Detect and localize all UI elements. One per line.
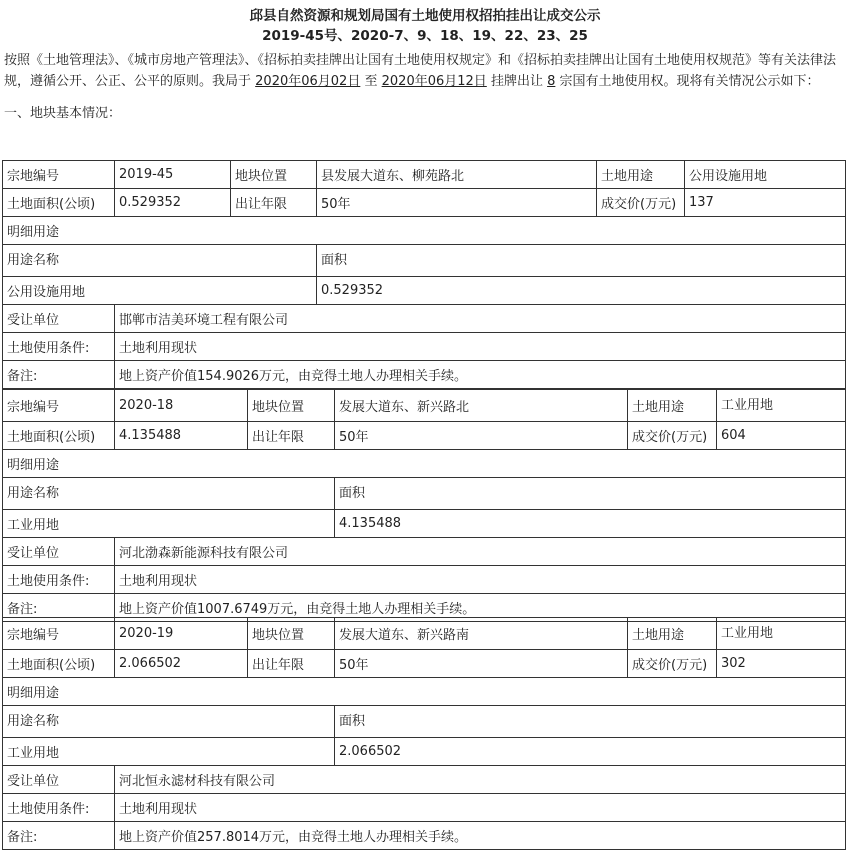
- term-value: 50年: [335, 650, 628, 678]
- location-label: 地块位置: [248, 390, 335, 422]
- table-row: [3, 538, 846, 566]
- parcel-table: [2, 617, 846, 850]
- detail-use-name: 工业用地: [3, 510, 335, 538]
- parcel-count: 8: [547, 74, 556, 89]
- table-row: [3, 189, 846, 217]
- conditions-value: 土地利用现状: [115, 566, 846, 594]
- detail-use-area: 4.135488: [335, 510, 846, 538]
- detail-use-label: 明细用途: [3, 217, 846, 245]
- use-label: 土地用途: [628, 390, 717, 422]
- price-label: 成交价(万元): [597, 189, 685, 217]
- conditions-value: 土地利用现状: [115, 333, 846, 361]
- term-label: 出让年限: [231, 189, 317, 217]
- conditions-label: 土地使用条件:: [3, 794, 115, 822]
- use-value: 工业用地: [717, 618, 846, 650]
- table-row: [3, 738, 846, 766]
- table-row: [3, 794, 846, 822]
- use-value: 公用设施用地: [685, 161, 846, 189]
- table-row: [3, 361, 846, 389]
- price-value: 604: [717, 422, 846, 450]
- detail-use-name: 公用设施用地: [3, 277, 317, 305]
- use-value: 工业用地: [717, 390, 846, 422]
- term-value: 50年: [317, 189, 597, 217]
- conditions-label: 土地使用条件:: [3, 566, 115, 594]
- table-row: [3, 305, 846, 333]
- parcel-table: [2, 160, 846, 389]
- assignee-value: 河北恒永滤材科技有限公司: [115, 766, 846, 794]
- location-label: 地块位置: [248, 618, 335, 650]
- location-value: 发展大道东、新兴路北: [335, 390, 628, 422]
- parcel-no-value: 2020-19: [115, 618, 248, 650]
- assignee-label: 受让单位: [3, 538, 115, 566]
- use-label: 土地用途: [597, 161, 685, 189]
- intro-paragraph: [4, 50, 844, 92]
- table-row: [3, 422, 846, 450]
- table-row: [3, 766, 846, 794]
- remark-label: 备注:: [3, 361, 115, 389]
- parcel-table: [2, 389, 846, 622]
- intro-text-4: 挂牌出让: [490, 74, 543, 89]
- remark-value: 地上资产价值154.9026万元，由竞得土地人办理相关手续。: [115, 361, 846, 389]
- table-row: [3, 510, 846, 538]
- assignee-value: 邯郸市洁美环境工程有限公司: [115, 305, 846, 333]
- parcel-no-value: 2020-18: [115, 390, 248, 422]
- remark-value: 地上资产价值257.8014万元，由竞得土地人办理相关手续。: [115, 822, 846, 850]
- conditions-label: 土地使用条件:: [3, 333, 115, 361]
- remark-value: 地上资产价值1007.6749万元，由竞得土地人办理相关手续。: [115, 594, 846, 622]
- intro-text-2: 等有关法律法规，遵循公开、公正、公平的原则。我局于: [4, 53, 837, 89]
- start-date: 2020年06月02日: [255, 74, 361, 89]
- detail-use-label: 明细用途: [3, 678, 846, 706]
- table-row: [3, 277, 846, 305]
- parcel-no-label: 宗地编号: [3, 390, 115, 422]
- table-row: [3, 706, 846, 738]
- table-row: [3, 450, 846, 478]
- price-value: 137: [685, 189, 846, 217]
- table-row: [3, 161, 846, 189]
- parcel-no-label: 宗地编号: [3, 161, 115, 189]
- table-row: [3, 390, 846, 422]
- location-label: 地块位置: [231, 161, 317, 189]
- term-label: 出让年限: [248, 422, 335, 450]
- table-row: [3, 678, 846, 706]
- price-label: 成交价(万元): [628, 422, 717, 450]
- section-heading: 一、地块基本情况：: [4, 106, 122, 121]
- price-value: 302: [717, 650, 846, 678]
- detail-use-label: 明细用途: [3, 450, 846, 478]
- end-date: 2020年06月12日: [381, 74, 487, 89]
- area-label: 土地面积(公顷): [3, 650, 115, 678]
- assignee-label: 受让单位: [3, 766, 115, 794]
- area-header: 面积: [335, 706, 846, 738]
- assignee-value: 河北渤森新能源科技有限公司: [115, 538, 846, 566]
- area-label: 土地面积(公顷): [3, 422, 115, 450]
- page-title: 邱县自然资源和规划局国有土地使用权招拍挂出让成交公示: [249, 8, 601, 24]
- table-row: [3, 822, 846, 850]
- parcel-no-label: 宗地编号: [3, 618, 115, 650]
- use-name-header: 用途名称: [3, 245, 317, 277]
- use-name-header: 用途名称: [3, 706, 335, 738]
- table-row: [3, 566, 846, 594]
- table-row: [3, 650, 846, 678]
- table-row: [3, 217, 846, 245]
- area-value: 0.529352: [115, 189, 231, 217]
- remark-label: 备注:: [3, 594, 115, 622]
- table-row: [3, 245, 846, 277]
- page-subtitle: 2019-45号、2020-7、9、18、19、22、23、25: [262, 28, 588, 44]
- location-value: 发展大道东、新兴路南: [335, 618, 628, 650]
- use-name-header: 用途名称: [3, 478, 335, 510]
- detail-use-area: 2.066502: [335, 738, 846, 766]
- table-row: [3, 333, 846, 361]
- table-row: [3, 618, 846, 650]
- detail-use-name: 工业用地: [3, 738, 335, 766]
- assignee-label: 受让单位: [3, 305, 115, 333]
- area-value: 2.066502: [115, 650, 248, 678]
- table-row: [3, 478, 846, 510]
- area-header: 面积: [335, 478, 846, 510]
- term-value: 50年: [335, 422, 628, 450]
- area-header: 面积: [317, 245, 846, 277]
- area-label: 土地面积(公顷): [3, 189, 115, 217]
- detail-use-area: 0.529352: [317, 277, 846, 305]
- intro-text-5: 宗国有土地使用权。现将有关情况公示如下：: [559, 74, 820, 89]
- intro-text-1: 按照《土地管理法》、《城市房地产管理法》、《招标拍卖挂牌出让国有土地使用权规定》和《招标拍卖挂牌出让国有土地使用权规范》: [4, 53, 759, 68]
- area-value: 4.135488: [115, 422, 248, 450]
- location-value: 县发展大道东、柳苑路北: [317, 161, 597, 189]
- price-label: 成交价(万元): [628, 650, 717, 678]
- intro-text-3: 至: [364, 74, 378, 89]
- parcel-no-value: 2019-45: [115, 161, 231, 189]
- term-label: 出让年限: [248, 650, 335, 678]
- conditions-value: 土地利用现状: [115, 794, 846, 822]
- use-label: 土地用途: [628, 618, 717, 650]
- remark-label: 备注:: [3, 822, 115, 850]
